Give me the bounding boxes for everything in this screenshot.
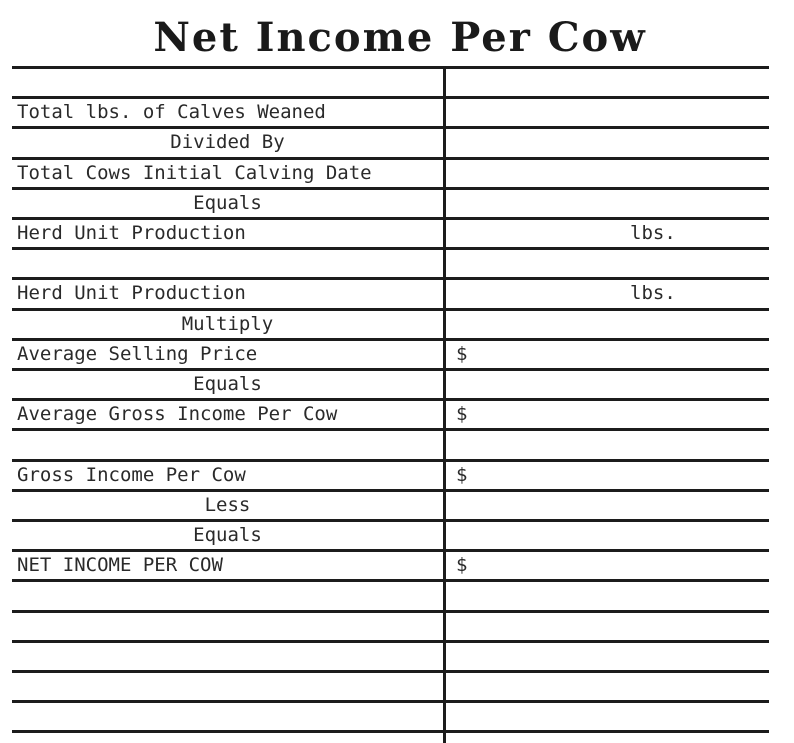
value-field[interactable] (446, 100, 769, 126)
worksheet-row (12, 159, 769, 189)
row-label: Average Selling Price (17, 343, 258, 365)
value-field[interactable] (446, 583, 769, 609)
currency-symbol: $ (456, 464, 468, 486)
value-field[interactable] (446, 130, 769, 156)
value-field[interactable] (446, 251, 769, 277)
value-field[interactable] (446, 493, 769, 519)
worksheet-row (12, 672, 769, 702)
row-label: Herd Unit Production (17, 282, 246, 304)
worksheet-row (12, 310, 769, 340)
worksheet-row (12, 98, 769, 128)
worksheet-row (12, 702, 769, 732)
value-field[interactable] (446, 372, 769, 398)
row-label: Less (204, 494, 251, 516)
currency-symbol: $ (456, 554, 468, 576)
value-field[interactable] (446, 553, 769, 579)
worksheet-row (12, 189, 769, 219)
rule-line (12, 66, 769, 69)
worksheet-row (12, 521, 769, 551)
value-field[interactable] (446, 644, 769, 670)
worksheet-row (12, 128, 769, 158)
worksheet-row (12, 551, 769, 581)
value-field[interactable] (446, 674, 769, 700)
value-field[interactable] (446, 402, 769, 428)
worksheet-row (12, 642, 769, 672)
value-field[interactable] (446, 463, 769, 489)
value-field[interactable] (446, 191, 769, 217)
row-label: Equals (193, 373, 262, 395)
row-label: Equals (193, 192, 262, 214)
worksheet-row (12, 340, 769, 370)
value-field[interactable] (446, 523, 769, 549)
value-field[interactable] (446, 614, 769, 640)
currency-symbol: $ (456, 403, 468, 425)
row-label: Average Gross Income Per Cow (17, 403, 338, 425)
worksheet-row (12, 491, 769, 521)
unit-label: lbs. (630, 282, 676, 304)
row-label: Equals (193, 524, 262, 546)
worksheet-row (12, 370, 769, 400)
worksheet-row (12, 461, 769, 491)
value-field[interactable] (446, 432, 769, 458)
unit-label: lbs. (630, 222, 676, 244)
row-label: Multiply (181, 313, 274, 335)
value-field[interactable] (446, 281, 769, 307)
worksheet-row (12, 612, 769, 642)
value-field[interactable] (446, 704, 769, 730)
worksheet-row (12, 249, 769, 279)
value-field[interactable] (446, 161, 769, 187)
value-field[interactable] (446, 221, 769, 247)
page-title: Net Income Per Cow (153, 14, 647, 61)
row-label: Divided By (170, 131, 285, 153)
row-label: Gross Income Per Cow (17, 464, 246, 486)
worksheet-row (12, 430, 769, 460)
row-label: Total Cows Initial Calving Date (17, 162, 372, 184)
value-field[interactable] (446, 342, 769, 368)
row-label: Total lbs. of Calves Weaned (17, 101, 326, 123)
row-label: NET INCOME PER COW (17, 554, 223, 576)
worksheet-row (12, 581, 769, 611)
worksheet-row (12, 400, 769, 430)
currency-symbol: $ (456, 343, 468, 365)
value-field[interactable] (446, 312, 769, 338)
worksheet-row (12, 219, 769, 249)
worksheet-row (12, 279, 769, 309)
row-label: Herd Unit Production (17, 222, 246, 244)
